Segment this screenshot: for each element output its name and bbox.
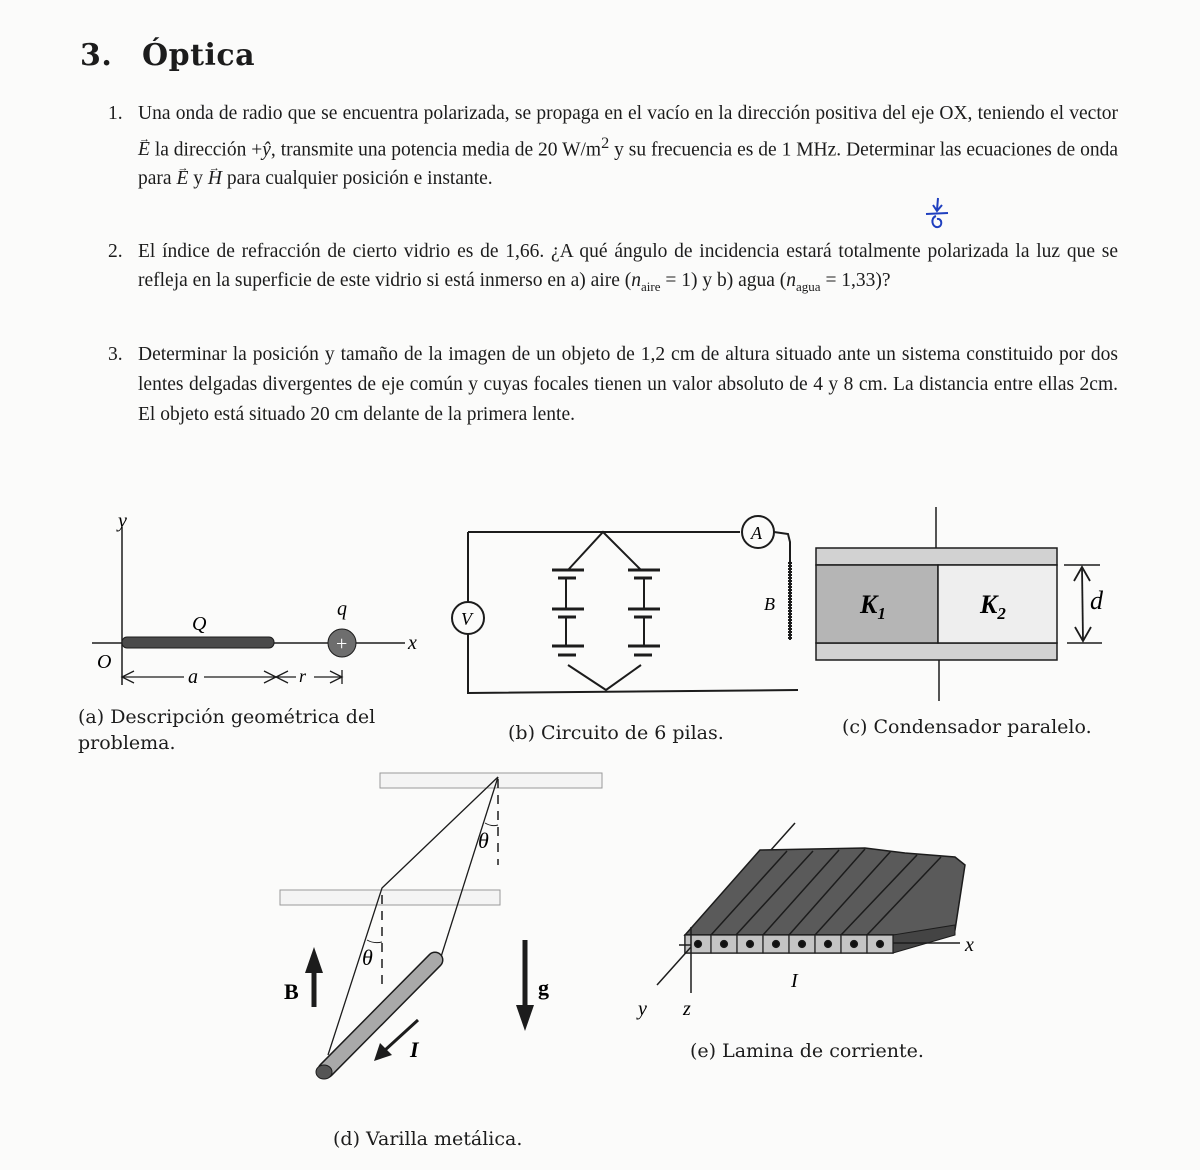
support-bar-middle [280,890,500,905]
current-out-of-page-icon [747,941,754,948]
problem-1 [108,100,1118,193]
problem-text [138,238,1118,301]
figure-c-caption: (c) Condensador paralelo. [842,716,1092,738]
angle-label-bottom: θ [362,945,373,970]
separation-arrow [1082,567,1083,641]
section-number: 3. [80,38,113,73]
figure-d [270,765,620,1095]
exponent: 2 [601,133,610,152]
magnetic-field-label: B [284,979,299,1004]
capacitor-plate-top [816,548,1057,565]
battery-stack-left [552,570,584,655]
problem-text [138,100,1118,193]
figure-a [80,505,440,695]
section-title: Óptica [142,38,256,73]
problem-2 [108,238,1118,301]
symbol-n: n [786,269,797,291]
figure-e [625,815,1025,1025]
text-run: y su frecuencia es de 1 MHz. Determinar las ecuaciones de onda para [138,139,1118,189]
current-out-of-page-icon [877,941,884,948]
plus-sign: + [336,633,348,655]
text-run: , transmite una potencia media de 20 W/m [270,139,602,160]
problem-text: Determinar la posición y tamaño de la imagen de un objeto de 1,2 cm de altura situado ante un sistema constituido por dos lentes delgadas divergentes de eje común y cuyas focales tienen un valor absoluto de 4 y 8 cm. La distancia entre ellas 2cm. El objeto está situado 20 cm delante de la primera lente. [138,344,1118,425]
current-out-of-page-icon [695,941,702,948]
k2-label: $K_2$ [980,590,1006,623]
text-run: = 1,33)? [820,269,891,291]
angle-label-top: θ [478,828,489,853]
figure-c [812,505,1112,705]
subscript: agua [796,278,821,294]
rod-end [316,1065,332,1079]
problem-number: 1. [108,103,123,124]
battery-stack-right [628,570,660,655]
text-run: y [188,167,208,189]
vector-e: → E [176,168,188,189]
current-label: I [791,970,798,992]
text-run: El índice de refracción de cierto vidrio es de 1,66. ¿A qué ángulo de incidencia estará totalmente polarizada la luz que se refleja en la superficie de este vidrio si está inmerso en a) aire ( [138,241,1118,291]
y-axis [657,947,691,985]
figure-b [448,510,808,700]
rod-charge-label: Q [192,613,207,635]
capacitor-plate-bottom [816,643,1057,660]
support-bar-top [380,773,602,788]
current-label: I [410,1037,419,1062]
voltmeter-label: V [461,609,472,629]
subscript: aire [640,278,661,294]
current-out-of-page-icon [825,941,832,948]
text-run: la dirección + [149,139,263,160]
distance-r-label: r [299,666,307,686]
unit-vector-y: ŷ [262,139,271,160]
y-axis-label: y [118,510,127,532]
bulb-label: B [764,594,775,614]
y-axis-label: y [638,998,647,1020]
figure-e-caption: (e) Lamina de corriente. [690,1040,924,1062]
circuit-wire [468,532,798,693]
text-run: para cualquier posición e instante. [221,167,493,189]
vector-e: → E [138,139,150,160]
magnetic-field-arrow-icon [305,947,323,973]
charged-rod [122,637,274,648]
figure-a-caption: (a) Descripción geométrica del problema. [78,706,376,754]
problem-3 [108,340,1118,430]
figure-b-caption: (b) Circuito de 6 pilas. [508,722,724,744]
problem-number: 2. [108,241,123,262]
k1-label: $K_1$ [860,590,886,623]
problem-number: 3. [108,344,123,365]
current-out-of-page-icon [721,941,728,948]
gravity-label: g [538,975,549,1000]
x-axis-label: x [965,934,974,956]
current-out-of-page-icon [773,941,780,948]
gravity-arrow-icon [516,1005,534,1031]
z-axis-label: z [683,998,691,1020]
point-charge-label: q [337,598,347,620]
figure-d-caption: (d) Varilla metálica. [333,1128,523,1150]
text-run: = 1) y b) agua ( [660,269,787,291]
section-heading [80,38,255,73]
symbol-n: n [631,269,641,291]
current-out-of-page-icon [799,941,806,948]
vector-h: → H [208,168,222,189]
distance-a-label: a [188,666,198,688]
ammeter-label: A [751,523,762,543]
current-sheet [685,848,965,935]
text-run: Una onda de radio que se encuentra polarizada, se propaga en el vacío en la dirección positiva del eje OX, teniendo el vector [138,103,1118,124]
string [328,777,498,1055]
origin-label: O [97,651,112,673]
x-axis-label: x [408,632,417,654]
current-out-of-page-icon [851,941,858,948]
separation-label: d [1090,586,1103,615]
handwritten-mark-icon [922,196,952,232]
